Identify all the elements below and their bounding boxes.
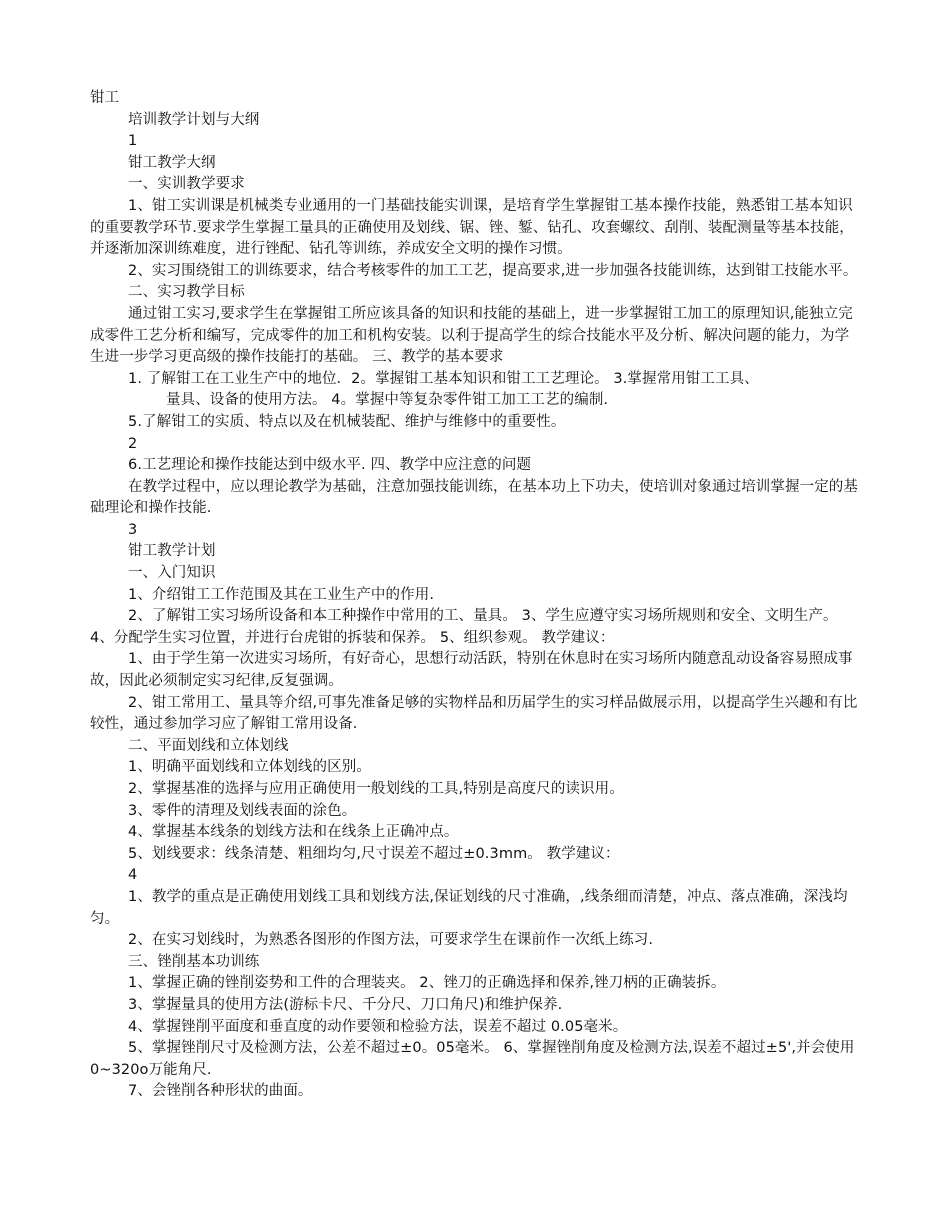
paragraph: 5、划线要求：线条清楚、粗细均匀,尺寸误差不超过±0.3mm。 教学建议： xyxy=(128,845,620,862)
subsection-heading: 二、平面划线和立体划线 xyxy=(128,737,289,754)
paragraph: 1、由于学生第一次进实习场所，有好奇心，思想行动活跃，特别在休息时在实习场所内随意乱动设备容易照成事故，因此必须制定实习纪律,反复强调。 xyxy=(90,651,853,690)
paragraph: 在教学过程中，应以理论教学为基础，注意加强技能训练，在基本功上下功夫，使培训对象通过培训掌握一定的基础理论和操作技能. xyxy=(90,478,858,517)
subsection-heading: 一、实训教学要求 xyxy=(128,176,245,193)
list-item: 5.了解钳工的实质、特点以及在机械装配、维护与维修中的重要性。 xyxy=(128,413,566,430)
paragraph: 2、在实习划线时，为熟悉各图形的作图方法，可要求学生在课前作一次纸上练习. xyxy=(128,932,654,949)
paragraph: 5、掌握锉削尺寸及检测方法，公差不超过±0。05毫米。 6、掌握锉削角度及检测方法,误差不超过±5',并会使用0~320o万能角尺. xyxy=(90,1040,855,1078)
subsection-heading: 二、实习教学目标 xyxy=(128,284,245,301)
paragraph: 1、掌握正确的锉削姿势和工件的合理装夹。 2、锉刀的正确选择和保养,锉刀柄的正确装拆。 xyxy=(128,975,726,992)
requirement-list xyxy=(90,369,862,412)
page-number: 4 xyxy=(128,867,138,884)
paragraph: 2、掌握基准的选择与应用正确使用一般划线的工具,特别是高度尺的读识用。 xyxy=(128,781,624,797)
subsection-heading: 三、锉削基本功训练 xyxy=(128,953,260,970)
paragraph: 2、钳工常用工、量具等介绍,可事先准备足够的实物样品和历届学生的实习样品做展示用，以提高学生兴趣和有比较性，通过参加学习应了解钳工常用设备. xyxy=(90,694,858,733)
list-item-continuation: 量具、设备的使用方法。 4。掌握中等复杂零件钳工加工工艺的编制. xyxy=(166,392,609,409)
paragraph: 1、教学的重点是正确使用划线工具和划线方法,保证划线的尺寸准确，,线条细而清楚，冲点、落点准确，深浅均匀。 xyxy=(90,888,848,927)
paragraph: 1、明确平面划线和立体划线的区别。 xyxy=(128,759,371,776)
section-heading: 钳工教学计划 xyxy=(128,543,216,560)
paragraph: 通过钳工实习,要求学生在掌握钳工所应该具备的知识和技能的基础上，进一步掌握钳工加工的原理知识,能独立完成零件工艺分析和编写，完成零件的加工和机构安装。以利于提高学生的综合技能水平及分析、解决问题的能力，为学生进一步学习更高级的操作技能打的基础。 三、教学的基本要求 xyxy=(90,305,853,366)
list-item: 1. 了解钳工在工业生产中的地位．2。掌握钳工基本知识和钳工工艺理论。 3.掌握常用钳工工具、 xyxy=(128,370,759,387)
page-number: 2 xyxy=(128,435,138,452)
paragraph: 4、掌握锉削平面度和垂直度的动作要领和检验方法，误差不超过 0.05毫米。 xyxy=(128,1018,628,1035)
paragraph: 2、了解钳工实习场所设备和本工种操作中常用的工、量具。 3、学生应遵守实习场所规则和安全、文明生产。 4、分配学生实习位置，并进行台虎钳的拆装和保养。 5、组织参观。 教学建议： xyxy=(90,608,838,646)
list-item: 6.工艺理论和操作技能达到中级水平. 四、教学中应注意的问题 xyxy=(128,457,532,474)
paragraph: 1、介绍钳工工作范围及其在工业生产中的作用. xyxy=(128,586,435,603)
subsection-heading: 一、入门知识 xyxy=(128,565,216,582)
paragraph: 4、掌握基本线条的划线方法和在线条上正确冲点。 xyxy=(128,824,459,841)
doc-title: 钳工 xyxy=(90,90,120,106)
paragraph: 3、掌握量具的使用方法(游标卡尺、千分尺、刀口角尺)和维护保养. xyxy=(128,996,563,1013)
paragraph: 3、零件的清理及划线表面的涂色。 xyxy=(128,802,357,819)
section-heading: 钳工教学大纲 xyxy=(128,154,216,171)
paragraph: 1、钳工实训课是机械类专业通用的一门基础技能实训课，是培育学生掌握钳工基本操作技能，熟悉钳工基本知识的重要教学环节.要求学生掌握工量具的正确使用及划线、锯、锉、錾、钻孔、攻套螺纹、刮削、装配测量等基本技能，并逐渐加深训练难度，进行锉配、钻孔等训练，养成安全文明的操作习惯。 xyxy=(90,197,854,258)
page-number: 3 xyxy=(128,521,138,538)
page-number: 1 xyxy=(128,133,138,150)
doc-subtitle: 培训教学计划与大纲 xyxy=(128,111,260,128)
paragraph: 2、实习围绕钳工的训练要求，结合考核零件的加工工艺，提高要求,进一步加强各技能训练，达到钳工技能水平。 xyxy=(128,262,858,279)
paragraph: 7、会锉削各种形状的曲面。 xyxy=(128,1083,313,1100)
